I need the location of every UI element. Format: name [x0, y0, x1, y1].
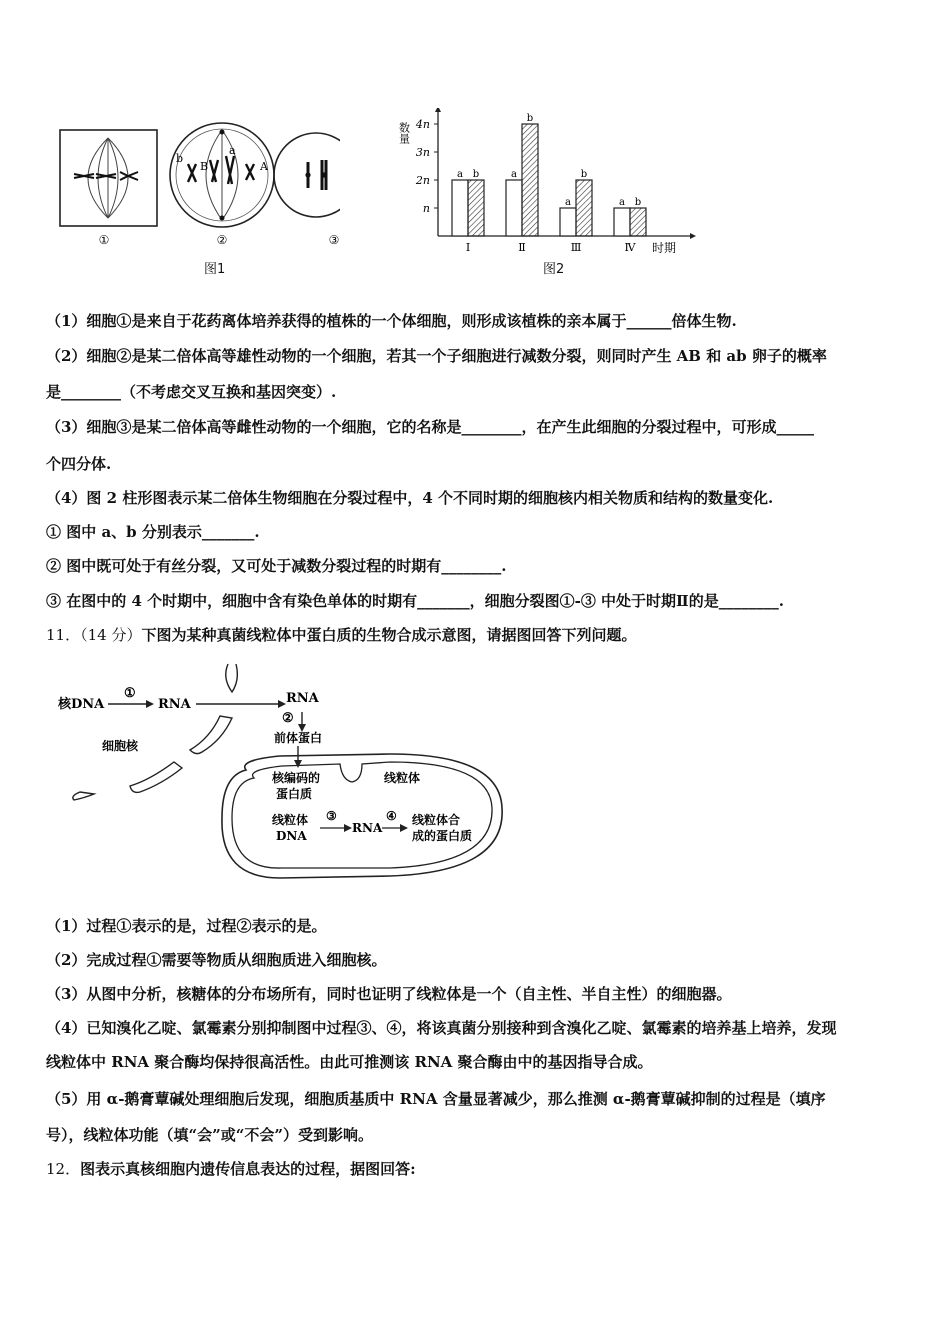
- chart-bar-label-a: a: [565, 197, 571, 208]
- chart-category-label: Ⅰ: [465, 241, 471, 254]
- chart-category-label: Ⅱ: [518, 241, 526, 254]
- q10-part-3a: （3）细胞③是某二倍体高等雌性动物的一个细胞，它的名称是________，在产生此细胞的分裂过程中，可形成_____: [46, 418, 814, 436]
- cell-2-letter-A: A: [260, 160, 268, 173]
- diag-rna-2: RNA: [286, 691, 319, 706]
- diag-mt-protein-2: 成的蛋白质: [412, 829, 473, 843]
- cell-3-animal-cell: [274, 133, 340, 217]
- chart-category-label: Ⅲ: [570, 241, 582, 254]
- diag-step-1: ①: [124, 686, 136, 701]
- q10-part-3b: 个四分体.: [46, 455, 112, 473]
- q11-part-4b: 线粒体中 RNA 聚合酶均保持很高活性。由此可推测该 RNA 聚合酶由中的基因指导合成。: [46, 1053, 653, 1071]
- diag-mitochondrion-label: 线粒体: [384, 771, 421, 785]
- chart-category-label: Ⅳ: [624, 241, 636, 254]
- chart-bar-label-a: a: [457, 169, 463, 180]
- chart-bar-label-b: b: [526, 113, 534, 124]
- q11-number: 11．: [46, 626, 81, 644]
- cell-2-animal-cell: [170, 123, 274, 227]
- q10-sub-1: ① 图中 a、b 分别表示_______.: [46, 523, 260, 541]
- q10-sub-3: ③ 在图中的 4 个时期中，细胞中含有染色单体的时期有_______，细胞分裂图①-③ 中处于时期Ⅱ的是________.: [46, 592, 784, 610]
- q10-part-2b: 是________（不考虑交叉互换和基因突变）.: [46, 383, 337, 401]
- chart-bar-label-a: a: [619, 197, 625, 208]
- q12-number: 12．: [46, 1160, 81, 1178]
- figure-2-caption: 图2: [543, 262, 565, 277]
- chart-x-axis-arrow: [690, 233, 696, 239]
- q11-score: （14 分）: [80, 626, 142, 644]
- chart-bar-b: [522, 124, 538, 236]
- chart-bar-b: [576, 180, 592, 236]
- q11-part-3: （3）从图中分析，核糖体的分布场所有，同时也证明了线粒体是一个（自主性、半自主性）的细胞器。: [46, 985, 732, 1003]
- cell-2-letter-B: B: [200, 160, 209, 173]
- q11-part-5a: （5）用 α-鹅膏蕈碱处理细胞后发现，细胞质基质中 RNA 含量显著减少，那么推测 α-鹅膏蕈碱抑制的过程是（填序: [46, 1090, 826, 1108]
- cell-2-label: ②: [216, 233, 228, 247]
- q10-part-4: （4）图 2 柱形图表示某二倍体生物细胞在分裂过程中，4 个不同时期的细胞核内相关物质和结构的数量变化.: [46, 489, 774, 507]
- q11-part-2: （2）完成过程①需要等物质从细胞质进入细胞核。: [46, 951, 387, 969]
- diag-step-2: ②: [282, 711, 294, 726]
- diag-mt-protein-1: 线粒体合: [412, 813, 461, 827]
- cell-1-label: ①: [98, 233, 110, 247]
- mitochondria-protein-synthesis-diagram: [50, 658, 520, 890]
- chart-bar-label-b: b: [634, 197, 642, 208]
- chart-bar-label-b: b: [580, 169, 588, 180]
- diag-nuclear-protein-1: 核编码的: [272, 771, 321, 785]
- q11-part-1: （1）过程①表示的是，过程②表示的是。: [46, 917, 327, 935]
- chart-bar-a: [614, 208, 630, 236]
- chart-y-axis-arrow: [435, 108, 441, 112]
- diag-precursor-protein: 前体蛋白: [274, 731, 323, 745]
- q11-part-4a: （4）已知溴化乙啶、氯霉素分别抑制图中过程③、④，将该真菌分别接种到含溴化乙啶、氯霉素的培养基上培养，发现: [46, 1019, 837, 1037]
- q12-stem-text: 图表示真核细胞内遗传信息表达的过程，据图回答:: [80, 1160, 416, 1178]
- diag-nuclear-dna: 核DNA: [58, 697, 105, 712]
- diag-step-3: ③: [326, 809, 337, 823]
- diag-rna-1: RNA: [158, 697, 191, 712]
- q10-sub-2: ② 图中既可处于有丝分裂，又可处于减数分裂过程的时期有________.: [46, 557, 507, 575]
- figure-1-caption: 图1: [204, 262, 226, 277]
- cell-3-label: ③: [328, 233, 340, 247]
- q12-stem: [46, 1159, 416, 1179]
- q10-part-1: （1）细胞①是来自于花药离体培养获得的植株的一个体细胞，则形成该植株的亲本属于______倍体生物.: [46, 312, 737, 330]
- chart-bar-label-b: b: [472, 169, 480, 180]
- chart-x-title: 时期: [652, 241, 677, 255]
- cell-2-letter-b: b: [176, 152, 184, 165]
- q11-part-5b: 号），线粒体功能（填“会”或“不会”）受到影响。: [46, 1126, 374, 1144]
- chart-y-tick-label: 3n: [415, 146, 430, 159]
- chart-y-tick-label: 2n: [415, 174, 430, 187]
- q11-stem: [46, 625, 636, 645]
- diag-mt-dna-1: 线粒体: [272, 813, 309, 827]
- diag-rna-3: RNA: [352, 821, 383, 835]
- figure-1: [50, 118, 340, 248]
- cell-2-letter-a: a: [229, 144, 236, 157]
- diag-step-4: ④: [386, 809, 397, 823]
- chart-bar-label-a: a: [511, 169, 517, 180]
- chart-bar-a: [452, 180, 468, 236]
- q10-part-2a: （2）细胞②是某二倍体高等雄性动物的一个细胞，若其一个子细胞进行减数分裂，则同时产生 AB 和 ab 卵子的概率: [46, 347, 827, 365]
- chart-y-tick-label: n: [422, 202, 430, 215]
- cell-1-plant-cell: [60, 130, 157, 226]
- chart-y-title: 数量: [397, 122, 411, 144]
- diag-mt-dna-2: DNA: [276, 829, 307, 843]
- diag-nuclear-protein-2: 蛋白质: [276, 787, 313, 801]
- chart-bar-a: [506, 180, 522, 236]
- chart-bar-a: [560, 208, 576, 236]
- chart-bar-b: [468, 180, 484, 236]
- chart-bar-b: [630, 208, 646, 236]
- q11-stem-text: 下图为某种真菌线粒体中蛋白质的生物合成示意图，请据图回答下列问题。: [141, 626, 637, 644]
- figure-2-bar-chart: [396, 108, 696, 258]
- chart-y-tick-label: 4n: [415, 118, 430, 131]
- diag-nucleus: 细胞核: [102, 739, 139, 753]
